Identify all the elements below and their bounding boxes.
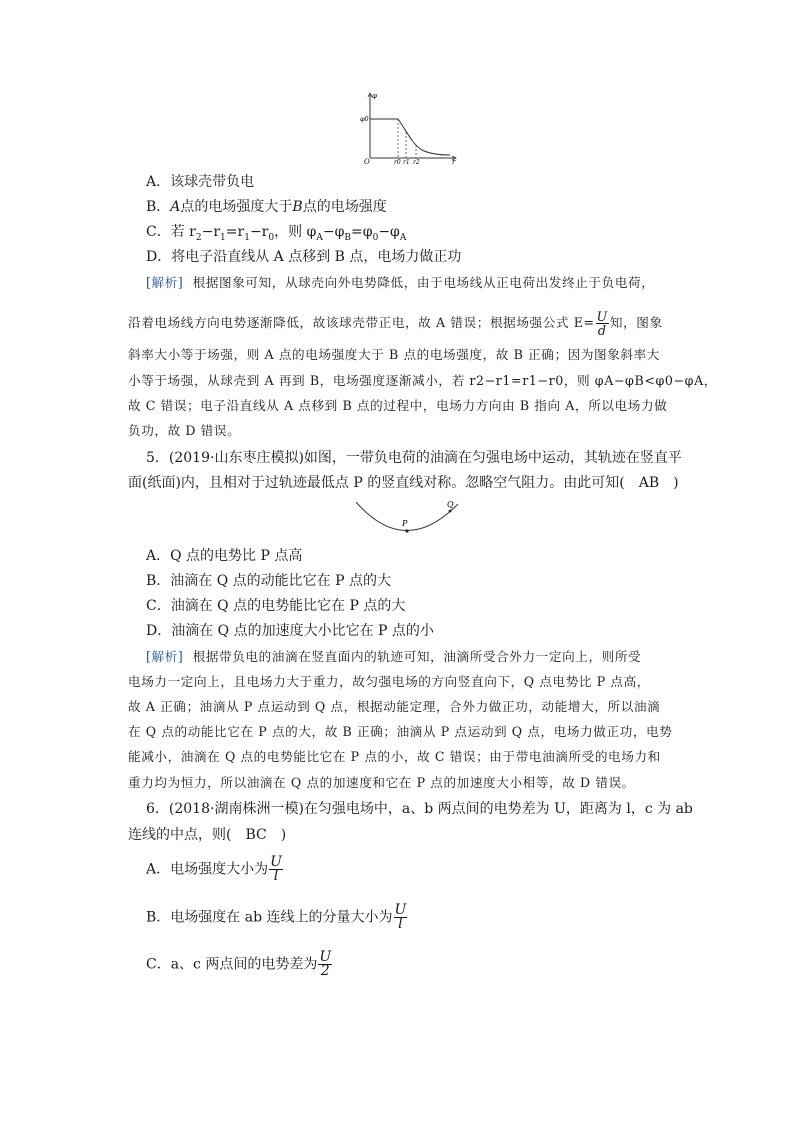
- q6-option-c: C．a、c 两点间的电势差为 $\frac{U}{2}$: [146, 949, 332, 979]
- q5-explanation-line-5: 能减小，油滴在 Q 点的电势能比它在 P 点的小，故 C 错误；由于带电油滴所受的电场力和: [128, 749, 661, 764]
- q4-explanation-line-6: 负功，故 D 错误。: [128, 423, 241, 438]
- fraction-u-over-l: $\frac{U}{l}$: [270, 854, 282, 884]
- q5-option-b: B．油滴在 Q 点的动能比它在 P 点的大: [146, 573, 391, 589]
- formula-u-over-d: $\frac{U}{d}$: [596, 309, 608, 338]
- q5-explanation-line-6: 重力均为恒力，所以油滴在 Q 点的加速度和它在 P 点的加速度大小相等，故 D 错误。: [128, 775, 635, 790]
- fraction-u-over-2: $\frac{U}{2}$: [319, 949, 332, 979]
- q4-option-a: A．该球壳带负电: [146, 174, 255, 190]
- q4-explanation-line-1: [解析] 根据图象可知，从球壳向外电势降低，由于电场线从正电荷出发终止于负电荷，: [146, 275, 655, 290]
- q5-explanation-line-1: [解析] 根据带负电的油滴在竖直面内的轨迹可知，油滴所受合外力一定向上，则所受: [146, 649, 642, 664]
- graph-y-label: φ: [372, 92, 377, 100]
- graph-x-label: r: [452, 158, 456, 164]
- q5-option-c: C．油滴在 Q 点的电势能比它在 P 点的大: [146, 598, 406, 614]
- graph-phi0-label: φ0: [360, 115, 369, 123]
- trajectory-figure: [350, 498, 470, 538]
- q4-option-c: C．若 $r_2-r_1=r_1-r_0$，则 $\varphi_A-\varphi_B=\varphi_0-\varphi_A$: [146, 224, 407, 243]
- q4-option-d: D．将电子沿直线从 A 点移到 B 点，电场力做正功: [146, 249, 462, 265]
- analysis-tag: [解析]: [146, 649, 184, 664]
- potential-graph-figure: [360, 88, 460, 164]
- graph-r2-label: r2: [413, 159, 420, 164]
- point-q-dot: [449, 510, 452, 513]
- fraction-u-over-l: $\frac{U}{l}$: [394, 902, 407, 932]
- graph-origin-label: O: [364, 158, 370, 164]
- point-q-label: Q: [447, 500, 454, 509]
- q6-option-b: B．电场强度在 ab 连线上的分量大小为 $\frac{U}{l}$: [146, 902, 407, 932]
- q5-explanation-line-2: 电场力一定向上，且电场力大于重力，故匀强电场的方向竖直向下，Q 点电势比 P 点高，: [128, 674, 650, 689]
- q5-explanation-line-3: 故 A 正确；油滴从 P 点运动到 Q 点，根据动能定理，合外力做正功，动能增大，所以油滴: [128, 699, 661, 714]
- q5-stem-line-1: 5．(2019·山东枣庄模拟)如图，一带负电荷的油滴在匀强电场中运动，其轨迹在竖直平: [146, 450, 682, 466]
- q5-stem-line-2: 面(纸面)内，且相对于过轨迹最低点 P 的竖直线对称。忽略空气阻力。由此可知( AB ): [128, 475, 679, 491]
- q6-stem-line-2: 连线的中点，则( BC ): [128, 827, 287, 843]
- potential-curve: [370, 119, 450, 155]
- q4-option-b: B．A点的电场强度大于B点的电场强度: [146, 199, 387, 215]
- q4-explanation-line-2: 沿着电场线方向电势逐渐降低，故该球壳带正电，故 A 错误；根据场强公式 E= $\frac{U}{d}$ 知，图象: [128, 309, 663, 338]
- q4-explanation-line-3: 斜率大小等于场强，则 A 点的电场强度大于 B 点的电场强度，故 B 正确；因为图象斜率大: [128, 347, 660, 362]
- q6-stem-line-1: 6．(2018·湖南株洲一模)在匀强电场中，a、b 两点间的电势差为 U，距离为 l，c 为 ab: [146, 801, 693, 817]
- q5-option-a: A．Q 点的电势比 P 点高: [146, 548, 303, 564]
- q5-explanation-line-4: 在 Q 点的动能比它在 P 点的大，故 B 正确；油滴从 P 点运动到 Q 点，电场力做正功，电势: [128, 724, 673, 739]
- graph-r1-label: r1: [403, 159, 410, 164]
- analysis-tag: [解析]: [146, 275, 184, 290]
- q4-explanation-line-5: 故 C 错误；电子沿直线从 A 点移到 B 点的过程中，电场力方向由 B 指向 A，所以电场力做: [128, 398, 668, 413]
- q4-explanation-line-4: 小等于场强，从球壳到 A 再到 B，电场强度逐渐减小，若 r2−r1=r1−r0，则 φA−φB<φ0−φA，: [128, 373, 717, 388]
- q5-option-d: D．油滴在 Q 点的加速度大小比它在 P 点的小: [146, 623, 434, 639]
- point-p-dot: [405, 529, 408, 532]
- point-p-label: P: [402, 519, 408, 528]
- q6-option-a: A．电场强度大小为 $\frac{U}{l}$: [146, 854, 282, 884]
- graph-r0-label: r0: [394, 159, 401, 164]
